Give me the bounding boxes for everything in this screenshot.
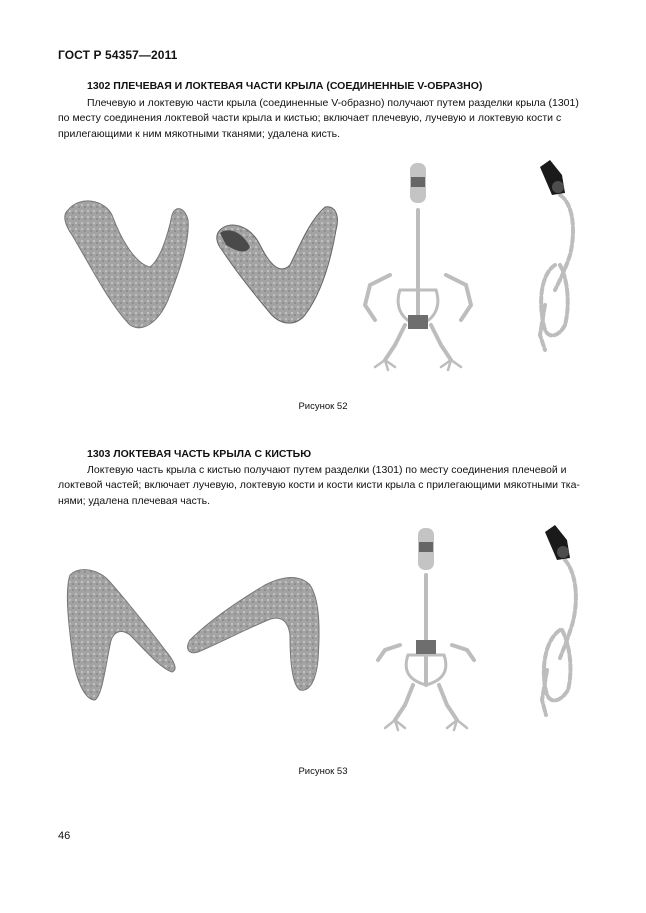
paragraph-line: локтевой частей; включает лучевую, локтевую кости и кости кисти крыла с прилегающими мякотными тка-: [58, 479, 580, 492]
paragraph-line: Плечевую и локтевую части крыла (соединенные V-образно) получают путем разделки крыла (1301): [87, 97, 579, 109]
section-1302-heading: 1302 ПЛЕЧЕВАЯ И ЛОКТЕВАЯ ЧАСТИ КРЫЛА (СОЕДИНЕННЫЕ V-ОБРАЗНО): [87, 80, 483, 92]
figure-52: [50, 155, 610, 385]
skeleton-side-diagram: [540, 195, 573, 350]
wing-elbow-piece-left: [67, 570, 175, 700]
wing-v-piece-left: [65, 201, 188, 328]
figure-53: [50, 520, 610, 755]
paragraph-line: нями; удалена плечевая часть.: [58, 494, 211, 507]
section-1303-heading: 1303 ЛОКТЕВАЯ ЧАСТЬ КРЫЛА С КИСТЬЮ: [87, 448, 312, 460]
page-number: 46: [58, 830, 71, 842]
wing-v-piece-right: [217, 207, 338, 323]
skeleton-front-diagram: [365, 210, 471, 370]
paragraph-line: прилегающими к ним мякотными тканями; удалена кисть.: [58, 127, 341, 140]
document-code: ГОСТ Р 54357—2011: [58, 48, 178, 62]
wing-elbow-piece-right: [188, 578, 319, 691]
skeleton-side-diagram: [542, 560, 576, 715]
paragraph-line: Локтевую часть крыла с кистью получают путем разделки (1301) по месту соединения плечевой и: [87, 464, 567, 476]
section-1302-paragraph: [58, 96, 596, 142]
section-1303-paragraph: [58, 463, 596, 509]
paragraph-line: по месту соединения локтевой части крыла и кистью; включает плечевую, лучевую и локтевую кости с: [58, 112, 562, 125]
figure-53-caption: Рисунок 53: [298, 766, 348, 777]
figure-52-caption: Рисунок 52: [298, 401, 348, 412]
